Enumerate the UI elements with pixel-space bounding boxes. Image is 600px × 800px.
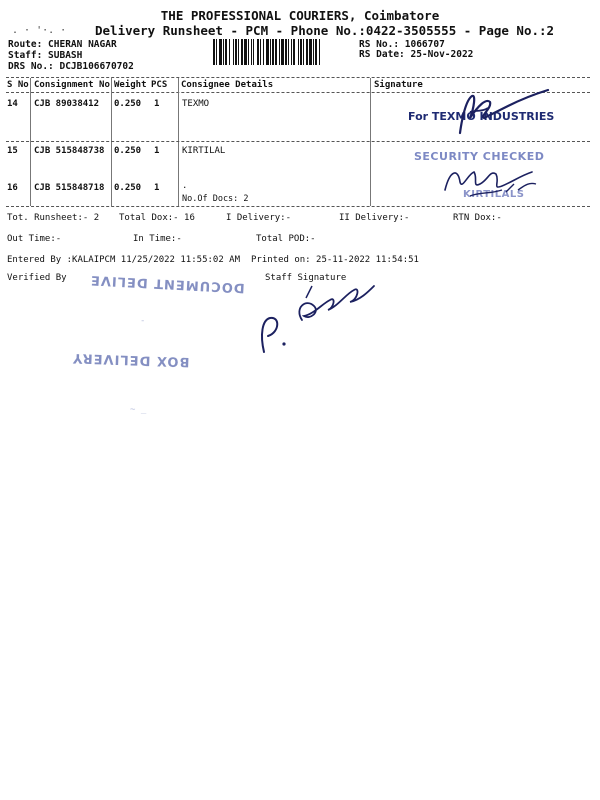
rs-date: RS Date: 25-Nov-2022: [359, 49, 474, 60]
barcode-bar: [251, 39, 252, 65]
barcode-bar: [257, 39, 259, 65]
no-of-docs: No.Of Docs: 2: [182, 194, 249, 204]
total-dox: Total Dox:- 16: [119, 213, 195, 223]
row-sno: 14: [7, 99, 18, 109]
barcode-bar: [241, 39, 243, 65]
printed-on: Printed on: 25-11-2022 11:54:51: [251, 255, 419, 265]
table-bottom-divider: [6, 206, 590, 207]
route-label: Route: CHERAN NAGAR: [8, 39, 117, 50]
barcode-bar: [309, 39, 312, 65]
in-time: In Time:-: [133, 234, 182, 244]
barcode-bar: [279, 39, 280, 65]
barcode-bar: [229, 39, 230, 65]
staff-label: Staff: SUBASH: [8, 50, 83, 61]
barcode-bar: [216, 39, 217, 65]
barcode-bar: [225, 39, 227, 65]
barcode-bar: [266, 39, 269, 65]
row-weight: 0.250: [114, 99, 142, 109]
col-line-3: [178, 78, 179, 206]
row-sno: 15: [7, 146, 18, 156]
col-consignee: Consignee Details: [181, 80, 274, 90]
col-weight: Weight: [114, 80, 147, 90]
barcode-bar: [248, 39, 249, 65]
col-line-4: [370, 78, 371, 206]
barcode-bar: [223, 39, 224, 65]
security-checked-stamp: SECURITY CHECKED: [414, 150, 545, 163]
row-consignee: KIRTILAL: [182, 146, 226, 156]
barcode-bar: [315, 39, 317, 65]
texmo-signature-scribble: [400, 88, 560, 143]
barcode-bar: [260, 39, 261, 65]
barcode-bar: [233, 39, 234, 65]
barcode-bar: [270, 39, 271, 65]
row-consignment: CJB 515848738: [34, 146, 105, 156]
barcode-bar: [313, 39, 314, 65]
barcode-bar: [253, 39, 254, 65]
barcode-bar: [306, 39, 308, 65]
barcode-bar: [272, 39, 274, 65]
staff-signature-scribble: [250, 280, 380, 360]
runsheet-title: Delivery Runsheet - PCM - Phone No.:0422-3505555 - Page No.:2: [95, 23, 555, 38]
barcode-bar: [244, 39, 247, 65]
col-sno: S No: [7, 80, 29, 90]
col-line-1: [30, 78, 31, 206]
row-consignee: TEXMO: [182, 99, 210, 109]
col-line-2: [111, 78, 112, 206]
row-sno: 16: [7, 183, 18, 193]
kirtilal-signature-scribble: [440, 160, 550, 200]
barcode-bar: [238, 39, 239, 65]
barcode-bar: [303, 39, 304, 65]
barcode-bar: [219, 39, 222, 65]
row-consignment: CJB 89038412: [34, 99, 100, 109]
row-pcs: 1: [154, 183, 160, 193]
tot-runsheet: Tot. Runsheet:- 2: [7, 213, 100, 223]
rtn-dox: RTN Dox:-: [453, 213, 502, 223]
drs-number: DRS No.: DCJB106670702: [8, 61, 134, 72]
col-signature: Signature: [374, 80, 423, 90]
header-divider-top: [6, 77, 590, 78]
texmo-stamp: For TEXMO INDUSTRIES: [408, 110, 555, 123]
company-title: THE PROFESSIONAL COURIERS, Coimbatore: [160, 8, 440, 23]
barcode-bar: [285, 39, 287, 65]
verified-by: Verified By: [7, 273, 67, 283]
staff-signature-label: Staff Signature: [265, 273, 347, 283]
box-delivery-stamp: BOX DELIVERY: [71, 349, 190, 370]
rs-number: RS No.: 1066707: [359, 39, 445, 50]
scan-speck: -: [140, 316, 146, 326]
document-delivery-stamp: DOCUMENT DELIVE: [89, 271, 246, 296]
row-pcs: 1: [154, 99, 160, 109]
barcode-bar: [300, 39, 302, 65]
barcode-bar: [288, 39, 289, 65]
row-weight: 0.250: [114, 183, 142, 193]
barcode: [213, 39, 347, 65]
barcode-bar: [235, 39, 237, 65]
barcode-bar: [281, 39, 284, 65]
barcode-bar: [263, 39, 264, 65]
barcode-bar: [293, 39, 295, 65]
i-delivery: I Delivery:-: [226, 213, 292, 223]
barcode-bar: [275, 39, 277, 65]
barcode-bar: [319, 39, 320, 65]
out-time: Out Time:-: [7, 234, 62, 244]
barcode-bar: [298, 39, 299, 65]
row-pcs: 1: [154, 146, 160, 156]
scan-speck: ~ _: [130, 405, 147, 415]
row-consignment: CJB 515848718: [34, 183, 105, 193]
col-consignment: Consignment No: [34, 80, 110, 90]
barcode-bar: [213, 39, 215, 65]
barcode-bar: [291, 39, 292, 65]
col-pcs: PCS: [151, 80, 168, 90]
kirtilals-stamp: KIRTILALS: [463, 189, 525, 200]
ii-delivery: II Delivery:-: [339, 213, 410, 223]
speck-marks: . · '·. ·: [12, 25, 67, 36]
entered-by: Entered By :KALAIPCM 11/25/2022 11:55:02 AM: [7, 255, 240, 265]
row-consignee: .: [182, 181, 188, 191]
row-weight: 0.250: [114, 146, 142, 156]
total-pod: Total POD:-: [256, 234, 316, 244]
